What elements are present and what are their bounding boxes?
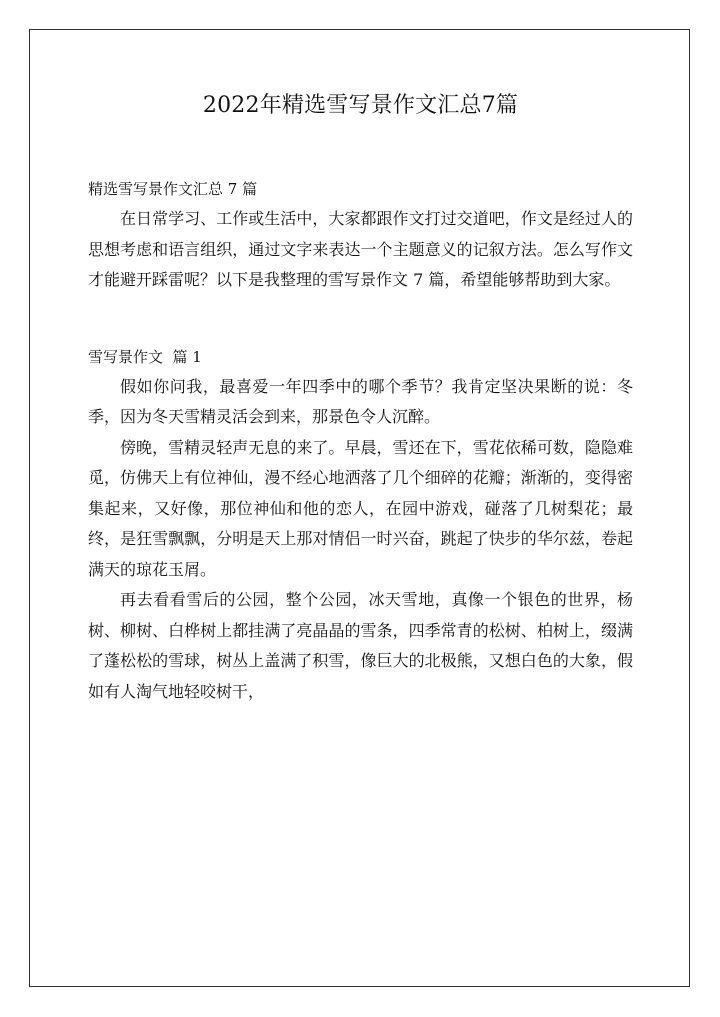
intro-paragraph: 在日常学习、工作或生活中，大家都跟作文打过交道吧，作文是经过人的思想考虑和语言组织，通过文字来表达一个主题意义的记叙方法。怎么写作文才能避开踩雷呢？以下是我整理的雪写景作文 7 篇，希望能够帮助到大家。	[88, 209, 633, 289]
section-heading: 雪写景作文 篇 1	[88, 347, 202, 366]
body-paragraph-3: 再去看看雪后的公园，整个公园，冰天雪地，真像一个银色的世界，杨树、柳树、白桦树上都挂满了亮晶晶的雪条，四季常青的松树、柏树上，缀满了蓬松松的雪球，树丛上盖满了积雪，像巨大的北极熊，又想白色的大象，假如有人淘气地轻咬树干，	[88, 590, 633, 701]
document-subtitle: 精选雪写景作文汇总 7 篇	[88, 180, 258, 198]
body-paragraph-2: 傍晚，雪精灵轻声无息的来了。早晨，雪还在下，雪花依稀可数，隐隐难觅，仿佛天上有位神仙，漫不经心地洒落了几个细碎的花瓣；渐渐的，变得密集起来，又好像，那位神仙和他的恋人，在园中游戏，碰落了几树梨花；最终，是狂雪飘飘，分明是天上那对情侣一时兴奋，跳起了快步的华尔兹，卷起满天的琼花玉屑。	[88, 437, 633, 579]
document-title: 2022年精选雪写景作文汇总7篇	[202, 93, 519, 118]
document-body	[88, 88, 633, 707]
body-paragraph-1: 假如你问我，最喜爱一年四季中的哪个季节？我肯定坚决果断的说：冬季，因为冬天雪精灵活会到来，那景色令人沉醉。	[88, 376, 633, 426]
